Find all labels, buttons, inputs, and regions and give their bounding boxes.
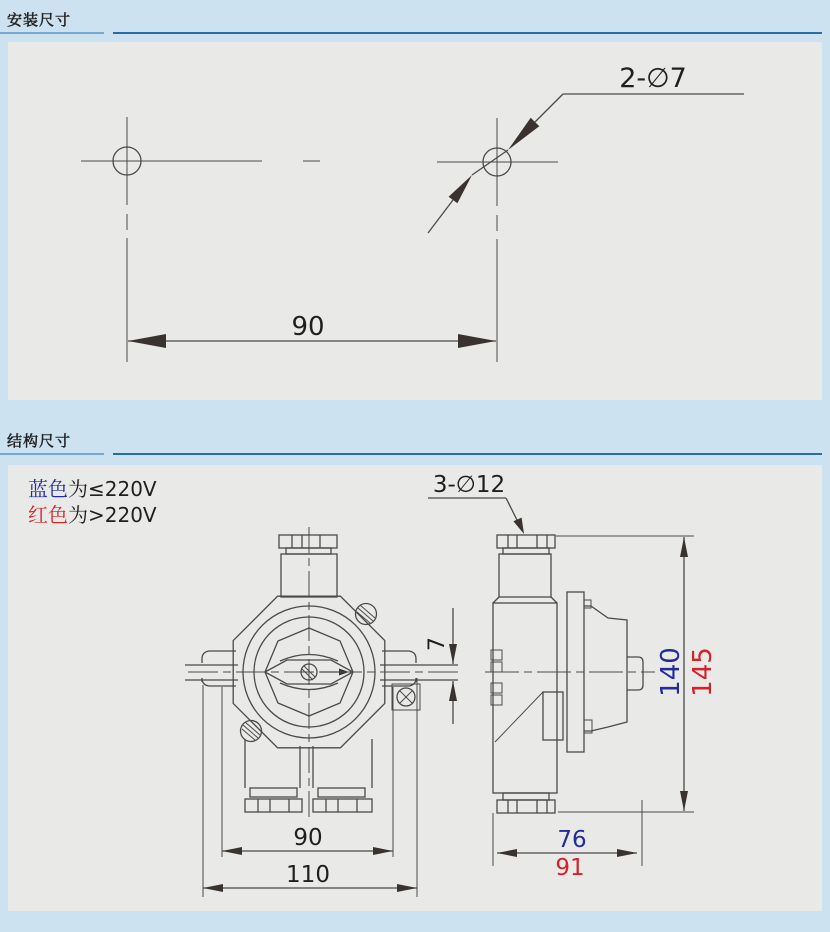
slot-width-dimension: [425, 608, 453, 724]
legend-line-red: [28, 503, 157, 527]
gland-spacing-dimension: [222, 687, 393, 857]
title-underline-long: [113, 32, 822, 34]
side-boss: [627, 657, 643, 690]
structure-drawing: [8, 465, 822, 911]
ear-screw: [397, 688, 415, 706]
entry-diameter-callout: [428, 472, 524, 534]
hole-diameter-label: 2-∅7: [619, 63, 687, 94]
install-dimensions-panel: [8, 42, 822, 400]
overall-width-dimension: [203, 678, 417, 897]
legend-line-blue: [28, 477, 157, 501]
height-value-red: 145: [688, 647, 718, 697]
structure-dimensions-panel: [8, 465, 822, 911]
depth-value-blue: 76: [557, 827, 587, 853]
height-value-blue: 140: [656, 647, 686, 697]
hole-diameter-callout: [428, 63, 744, 233]
right-mounting-ear: [380, 651, 458, 710]
overall-width-value: 110: [286, 862, 330, 888]
cover-screw-bottom-left: [241, 721, 262, 742]
legend-blue-term: 蓝色: [28, 477, 68, 501]
title-underline-short: [0, 32, 104, 34]
title-underline-long-2: [113, 453, 822, 455]
top-cable-entry: [279, 535, 337, 597]
left-mounting-hole: [81, 117, 320, 362]
legend-red-term: 红色: [28, 503, 68, 527]
bottom-cable-entry-left: [245, 739, 302, 812]
slot-width-value: 7: [425, 637, 450, 651]
legend-blue-rest: 为≤220V: [68, 477, 157, 501]
install-section-title: 安装尺寸: [7, 11, 72, 29]
side-body: [491, 603, 563, 793]
switch-body-front: [188, 527, 460, 822]
hole-spacing-dimension: [128, 312, 496, 342]
install-drawing: [8, 42, 822, 400]
side-top-entry: [493, 535, 557, 603]
side-bottom-entry: [497, 793, 555, 813]
hole-spacing-value: 90: [291, 312, 325, 342]
legend-red-rest: 为>220V: [68, 503, 157, 527]
left-mounting-ear: [185, 651, 238, 686]
side-view: [485, 535, 718, 881]
height-dimension: [556, 536, 718, 812]
title-underline-short-2: [0, 453, 104, 455]
entry-diameter-label: 3-∅12: [432, 472, 506, 498]
front-view: [185, 527, 460, 897]
bottom-cable-entry-right: [313, 739, 372, 812]
structure-section-title: 结构尺寸: [7, 432, 72, 450]
gland-spacing-value: 90: [293, 825, 323, 851]
right-mounting-hole: [437, 118, 558, 362]
voltage-color-legend: [28, 477, 157, 527]
depth-value-red: 91: [555, 855, 585, 881]
